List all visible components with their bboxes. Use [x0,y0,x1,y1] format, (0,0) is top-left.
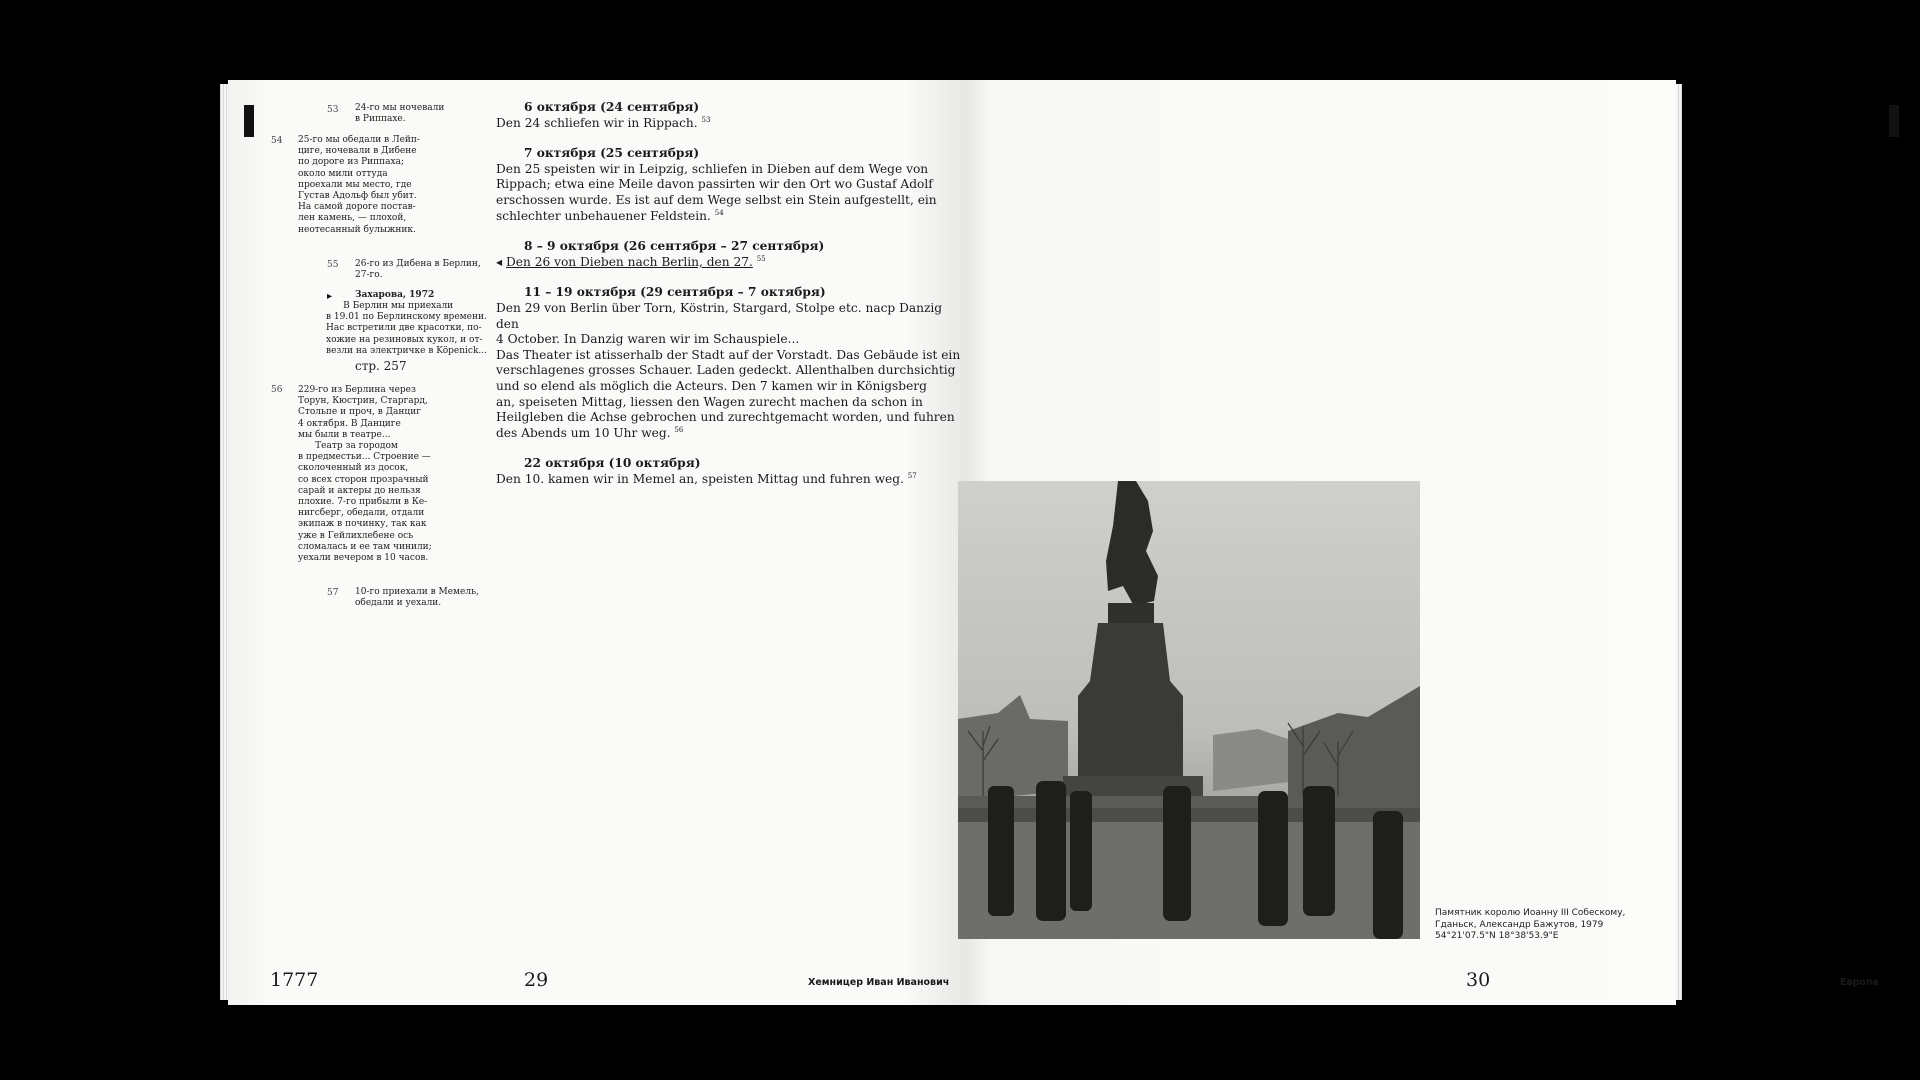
diary-entry [496,285,966,441]
entry-text: Den 29 von Berlin über Torn, Köstrin, Stargard, Stolpe etc. nacp Danzig den 4 October. In Danzig waren wir im Schauspiele... Das Theater ist atisserhalb der Stadt auf der Vorstadt. Das Gebäude ist ein verschlagenes grosses Schauer. Laden gedeckt. Allenthalben durchsichtig und so elend als möglich die Acteurs. Den 7 kamen wir in Königsberg an, speiseten Mittag, liessen den Wagen zurecht machen da schon in Heilgleben die Achse gebrochen und zurechtgemacht worden, und fuhren des Abends um 10 Uhr weg. [496,300,961,440]
crossref-quote: В Берлин мы приехали в 19.01 по Берлинскому времени. Нас встретили две красотки, по- хожие на резиновых кукол, и от- везли на электричке в Köpenick... [326,301,487,356]
footnote-ref[interactable]: 55 [756,254,766,263]
margin-note-57: 10-го приехали в Мемель, обедали и уехали. [355,587,479,609]
margin-note-number: 53 [327,105,339,115]
back-arrow-icon: ◂ [496,254,503,269]
page-number-left: 29 [524,969,549,991]
footer-year: 1777 [270,969,319,991]
crossref-page[interactable]: стр. 257 [355,359,407,373]
entry-date: 7 октября (25 сентября) [524,146,700,161]
crossref-title[interactable]: Захарова, 1972 [355,290,435,300]
entry-date: 6 октября (24 сентября) [524,100,700,114]
entry-date: 8 – 9 октября (26 сентября – 27 сентября) [524,239,825,254]
book-spread [228,80,1879,1005]
entry-text: Den 25 speisten wir in Leipzig, schliefen in Dieben auf dem Wege von Rippach; etwa eine Meile davon passirten wir den Ort wo Gustaf Adolf erschossen wurde. Es ist auf dem Wege selbst ein Stein aufgestellt, ein schlechter unbehauener Feldstein. [496,161,937,223]
diary-entry [496,239,966,270]
diary-entry [496,146,966,224]
margin-note-56: 229-го из Берлина через Торун, Кюстрин, Старгард, Стольпе и проч, в Данциг 4 октября. В Данциге мы были в театре... Театр за городом в предместьи... Строение — сколоченный из досок, со всех сторон прозрачный сарай и актеры до нельзя плохие. 7-го прибыли в Ке- нигсберг, обедали, отдали экипаж в починку, так как уже в Гейлихлебене ось сломалась и ее там чинили; уехали вечером в 10 часов. [298,385,432,564]
entry-date: 22 октября (10 октября) [524,456,701,471]
author-name: Хемницер Иван Иванович [808,977,950,988]
margin-note-55: 26-го из Дибена в Берлин, 27-го. [355,259,481,281]
chapter-tab-left [244,105,254,137]
footnote-ref[interactable]: 53 [701,115,711,124]
footnote-ref[interactable]: 56 [674,425,684,434]
diary-entries [496,100,966,502]
crossref-marker-icon: ▸ [327,291,333,302]
entry-text: Den 24 schliefen wir in Rippach. [496,115,698,130]
margin-note-number: 56 [271,385,283,395]
margin-note-number: 57 [327,588,339,598]
margin-note-number: 55 [327,260,339,270]
entry-text: Den 10. kamen wir in Memel an, speisten Mittag und fuhren weg. [496,471,904,486]
diary-entry [496,456,966,487]
margin-note-54: 25-го мы обедали в Лейп- циге, ночевали в Дибене по дороге из Риппаха; около мили оттуда проехали мы место, где Густав Адольф был убит. На самой дороге постав- лен камень, — плохой, неотесанный булыжник. [298,135,420,235]
left-page [228,80,964,1005]
entry-text-link[interactable]: Den 26 von Dieben nach Berlin, den 27. [506,254,753,269]
margin-note-number: 54 [271,136,283,146]
section-name: Европа [1840,977,1879,988]
page-number-right: 30 [1466,969,1491,991]
footnote-ref[interactable]: 54 [714,208,724,217]
margin-note-53: 24-го мы ночевали в Риппахе. [355,103,445,125]
monument-photo [958,481,1420,939]
photo-caption: Памятник королю Иоанну III Собескому, Гданьск, Александр Бажутов, 1979 54°21'07.5"N 18°38'53.9"E [1435,908,1626,941]
entry-date: 11 – 19 октября (29 сентября – 7 октября) [524,285,826,300]
footnote-ref[interactable]: 57 [907,471,917,480]
diary-entry [496,100,966,131]
chapter-tab-right [1889,105,1899,137]
